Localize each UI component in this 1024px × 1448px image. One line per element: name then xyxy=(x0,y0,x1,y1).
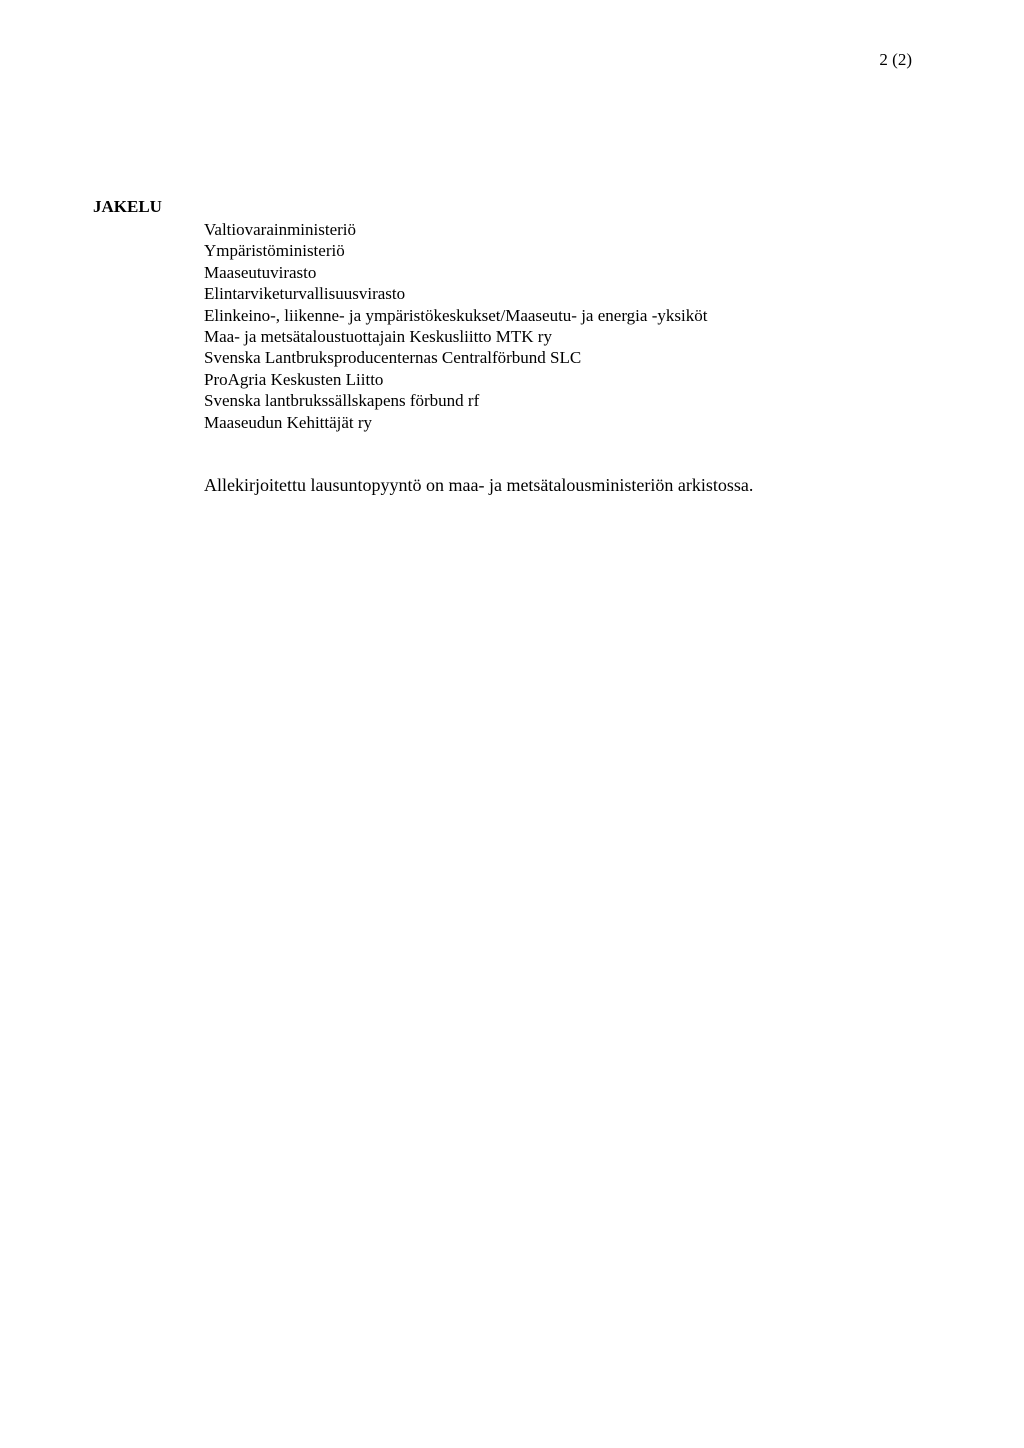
recipient-item: Maaseutuvirasto xyxy=(204,262,317,282)
recipient-item: Elintarviketurvallisuusvirasto xyxy=(204,284,406,304)
recipient-item: Valtiovarainministeriö xyxy=(204,220,357,239)
recipient-item: Svenska Lantbruksproducenternas Centralförbund SLC xyxy=(204,348,582,368)
distribution-list xyxy=(204,219,707,433)
distribution-heading: JAKELU xyxy=(93,197,162,216)
archive-note: Allekirjoitettu lausuntopyyntö on maa- ja metsätalousministeriön arkistossa. xyxy=(204,475,754,495)
page-number: 2 (2) xyxy=(879,50,912,69)
recipient-item: ProAgria Keskusten Liitto xyxy=(204,369,384,389)
recipient-item: Maa- ja metsätaloustuottajain Keskusliitto MTK ry xyxy=(204,327,552,347)
recipient-item: Maaseudun Kehittäjät ry xyxy=(204,412,373,432)
recipient-item: Elinkeino-, liikenne- ja ympäristökeskukset/Maaseutu- ja energia -yksiköt xyxy=(204,305,708,325)
recipient-item: Ympäristöministeriö xyxy=(204,241,345,261)
recipient-item: Svenska lantbrukssällskapens förbund rf xyxy=(204,391,480,411)
